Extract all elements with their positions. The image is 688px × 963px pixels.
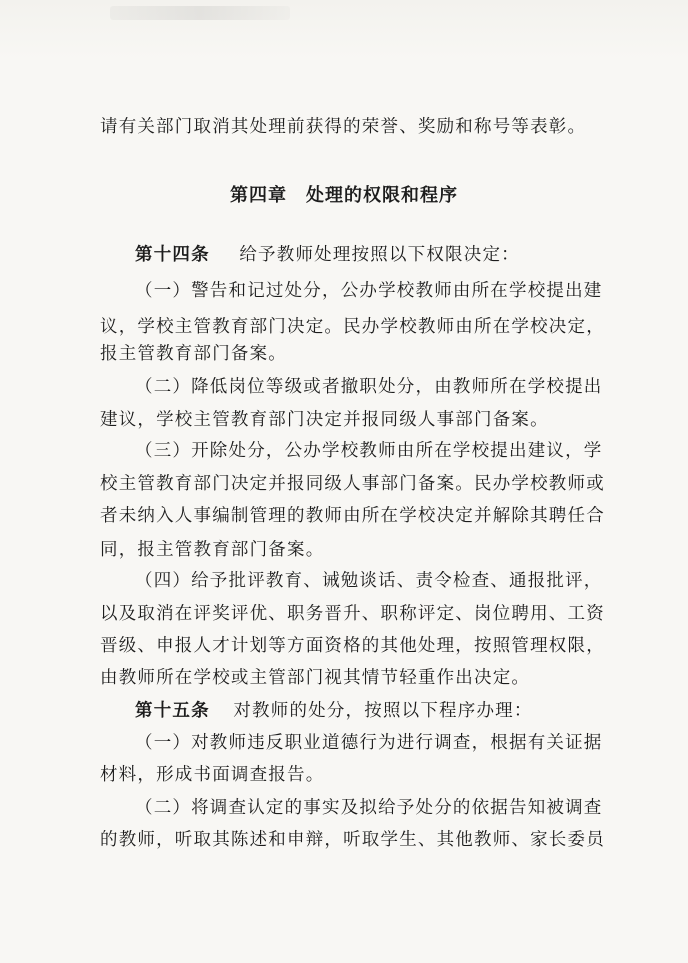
article-14-text: 给予教师处理按照以下权限决定： — [239, 245, 520, 265]
text-line: （一）对教师违反职业道德行为进行调查，根据有关证据 — [135, 733, 603, 753]
text-line: 同，报主管教育部门备案。 — [100, 540, 325, 560]
article-14-item-3 — [100, 441, 603, 461]
text-line: （二）将调查认定的事实及拟给予处分的依据告知被调查 — [135, 798, 603, 818]
text-line-wrap — [100, 765, 600, 785]
paragraph-continuation — [100, 117, 600, 137]
text-line: （一）警告和记过处分，公办学校教师由所在学校提出建 — [135, 281, 603, 301]
text-line-wrap — [100, 474, 605, 494]
text-line: 以及取消在评奖评优、职务晋升、职称评定、岗位聘用、工资 — [100, 604, 605, 624]
text-line: 校主管教育部门决定并报同级人事部门备案。民办学校教师或 — [100, 474, 605, 494]
article-15-text: 对教师的处分，按照以下程序办理： — [233, 701, 533, 721]
text-line-wrap — [100, 410, 600, 430]
text-line: （三）开除处分，公办学校教师由所在学校提出建议，学 — [135, 441, 603, 461]
text-line: 晋级、申报人才计划等方面资格的其他处理，按照管理权限， — [100, 636, 605, 656]
chapter-title: 第四章 处理的权限和程序 — [230, 185, 458, 206]
text-line: 报主管教育部门备案。 — [100, 344, 287, 364]
text-line-wrap — [100, 668, 600, 688]
article-15-label: 第十五条 — [135, 701, 210, 721]
text-line-wrap — [100, 540, 600, 560]
article-15-item-2 — [100, 798, 603, 818]
text-line: 议，学校主管教育部门决定。民办学校教师由所在学校决定， — [100, 317, 605, 337]
article-14-item-2 — [100, 377, 603, 397]
article-15-item-1 — [100, 733, 603, 753]
text-line: 材料，形成书面调查报告。 — [100, 765, 325, 785]
text-line: 由教师所在学校或主管部门视其情节轻重作出决定。 — [100, 668, 531, 688]
text-line-wrap — [100, 506, 605, 526]
article-14-heading — [100, 245, 600, 265]
text-line: （二）降低岗位等级或者撤职处分，由教师所在学校提出 — [135, 377, 603, 397]
text-line: 者未纳入人事编制管理的教师由所在学校决定并解除其聘任合 — [100, 506, 605, 526]
article-14-item-1 — [100, 281, 603, 301]
article-14-label: 第十四条 — [135, 245, 210, 265]
faded-header-mark — [110, 6, 290, 20]
text-line-wrap — [100, 317, 605, 337]
text-line: 建议，学校主管教育部门决定并报同级人事部门备案。 — [100, 410, 549, 430]
text-line: 请有关部门取消其处理前获得的荣誉、奖励和称号等表彰。 — [100, 117, 587, 137]
text-line-wrap — [100, 830, 605, 850]
text-line: 的教师，听取其陈述和申辩，听取学生、其他教师、家长委员 — [100, 830, 605, 850]
article-15-heading — [100, 701, 600, 721]
text-line: （四）给予批评教育、诫勉谈话、责令检查、通报批评， — [135, 571, 603, 591]
text-line-wrap — [100, 636, 605, 656]
text-line-wrap — [100, 344, 600, 364]
text-line-wrap — [100, 604, 605, 624]
article-14-item-4 — [100, 571, 603, 591]
